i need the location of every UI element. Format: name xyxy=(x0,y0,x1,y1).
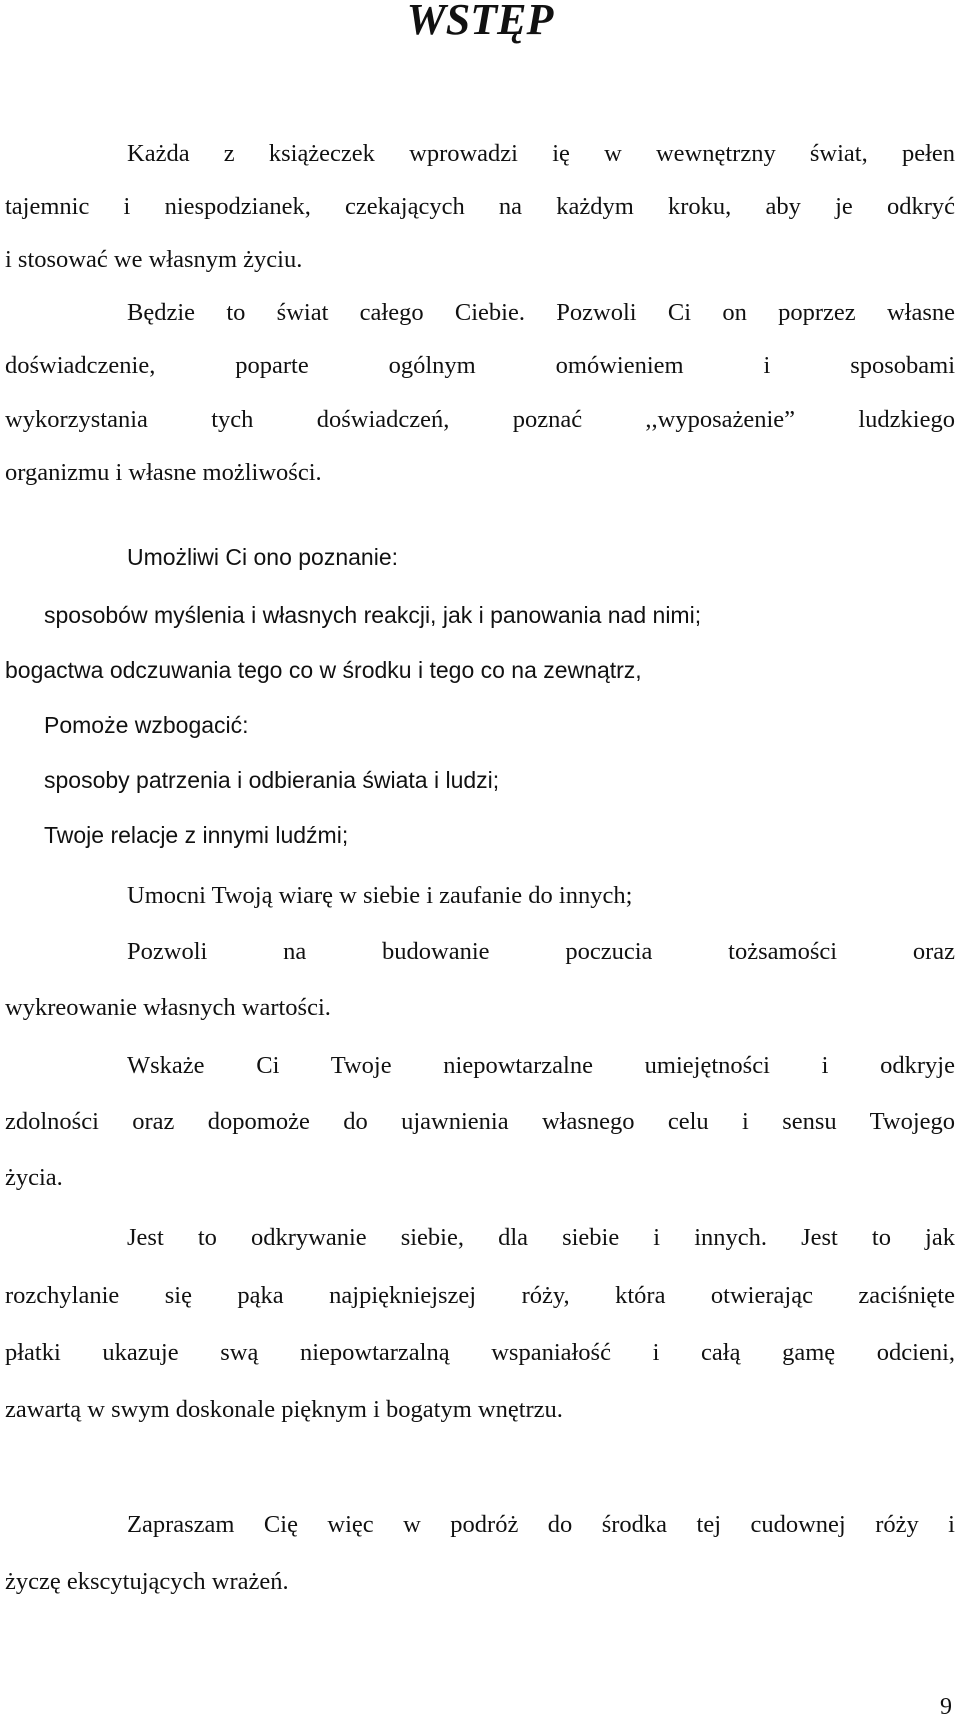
text-line: bogactwa odczuwania tego co w środku i tego co na zewnątrz, xyxy=(5,657,642,683)
text-line: Umożliwi Ci ono poznanie: xyxy=(127,544,399,570)
text-line: Umocni Twoją wiarę w siebie i zaufanie do innych; xyxy=(127,882,633,909)
text-line: wykorzystania tych doświadczeń, poznać ,,wyposażenie” ludzkiego xyxy=(5,406,955,433)
text-line: wykreowanie własnych wartości. xyxy=(5,994,331,1021)
text-line: Twoje relacje z innymi ludźmi; xyxy=(44,822,349,848)
text-line: Pozwoli na budowanie poczucia tożsamości oraz xyxy=(127,938,955,965)
text-line: sposobów myślenia i własnych reakcji, jak i panowania nad nimi; xyxy=(44,602,702,628)
text-line: rozchylanie się pąka najpiękniejszej róży, która otwierając zaciśnięte xyxy=(5,1282,955,1309)
text-line: Pomoże wzbogacić: xyxy=(44,712,249,738)
text-line: Wskaże Ci Twoje niepowtarzalne umiejętności i odkryje xyxy=(127,1052,955,1079)
text-line: Każda z książeczek wprowadzi ię w wewnętrzny świat, pełen xyxy=(127,140,955,167)
text-line: tajemnic i niespodzianek, czekających na każdym kroku, aby je odkryć xyxy=(5,193,955,220)
text-line: płatki ukazuje swą niepowtarzalną wspaniałość i całą gamę odcieni, xyxy=(5,1339,955,1366)
text-line: zawartą w swym doskonale pięknym i bogatym wnętrzu. xyxy=(5,1396,563,1423)
text-line: doświadczenie, poparte ogólnym omówieniem i sposobami xyxy=(5,352,955,379)
text-line: Zapraszam Cię więc w podróż do środka tej cudownej róży i xyxy=(127,1511,955,1538)
page-number: 9 xyxy=(940,1694,952,1720)
text-line: zdolności oraz dopomoże do ujawnienia własnego celu i sensu Twojego xyxy=(5,1108,955,1135)
text-line: Będzie to świat całego Ciebie. Pozwoli Ci on poprzez własne xyxy=(127,299,955,326)
text-line: sposoby patrzenia i odbierania świata i ludzi; xyxy=(44,767,500,793)
text-line: organizmu i własne możliwości. xyxy=(5,459,322,486)
text-line: i stosować we własnym życiu. xyxy=(5,246,303,273)
text-line: Jest to odkrywanie siebie, dla siebie i innych. Jest to jak xyxy=(127,1224,955,1251)
page-title: WSTĘP xyxy=(406,0,554,44)
text-line: życzę ekscytujących wrażeń. xyxy=(5,1568,289,1595)
text-line: życia. xyxy=(5,1164,63,1191)
